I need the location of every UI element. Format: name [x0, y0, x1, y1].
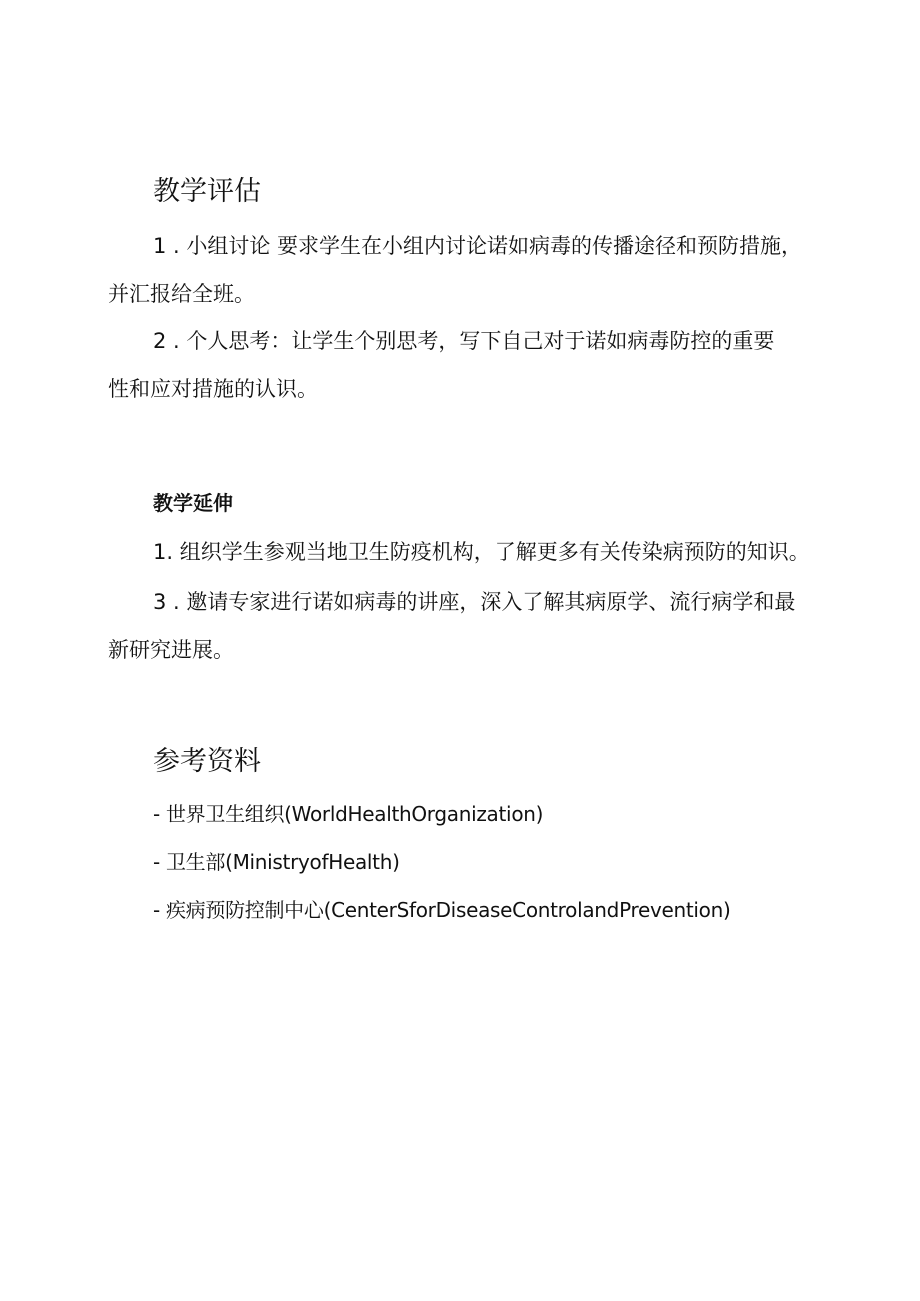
extension-item-3-line-1: 3 . 邀请专家进行诺如病毒的讲座，深入了解其病原学、流行病学和最: [153, 590, 796, 614]
eval-item-2-line-1: 2 . 个人思考：让学生个别思考，写下自己对于诺如病毒防控的重要: [153, 329, 775, 353]
extension-item-3-line-2: 新研究进展。: [108, 638, 234, 662]
section-title-references: 参考资料: [153, 746, 261, 777]
eval-item-1-line-2: 并汇报给全班。: [108, 282, 255, 306]
reference-item-ministry-of-health: - 卫生部(MinistryofHealth): [153, 850, 400, 874]
extension-item-1: 1. 组织学生参观当地卫生防疫机构，了解更多有关传染病预防的知识。: [153, 540, 810, 564]
eval-item-1-line-1: 1 . 小组讨论 要求学生在小组内讨论诺如病毒的传播途径和预防措施，: [153, 234, 803, 258]
section-title-teaching-evaluation: 教学评估: [153, 176, 261, 207]
reference-item-who: - 世界卫生组织(WorldHealthOrganization): [153, 802, 544, 826]
eval-item-2-line-2: 性和应对措施的认识。: [108, 377, 318, 401]
section-title-teaching-extension: 教学延伸: [153, 491, 233, 515]
reference-item-cdc: - 疾病预防控制中心(CenterSforDiseaseControlandPrevention): [153, 898, 731, 922]
